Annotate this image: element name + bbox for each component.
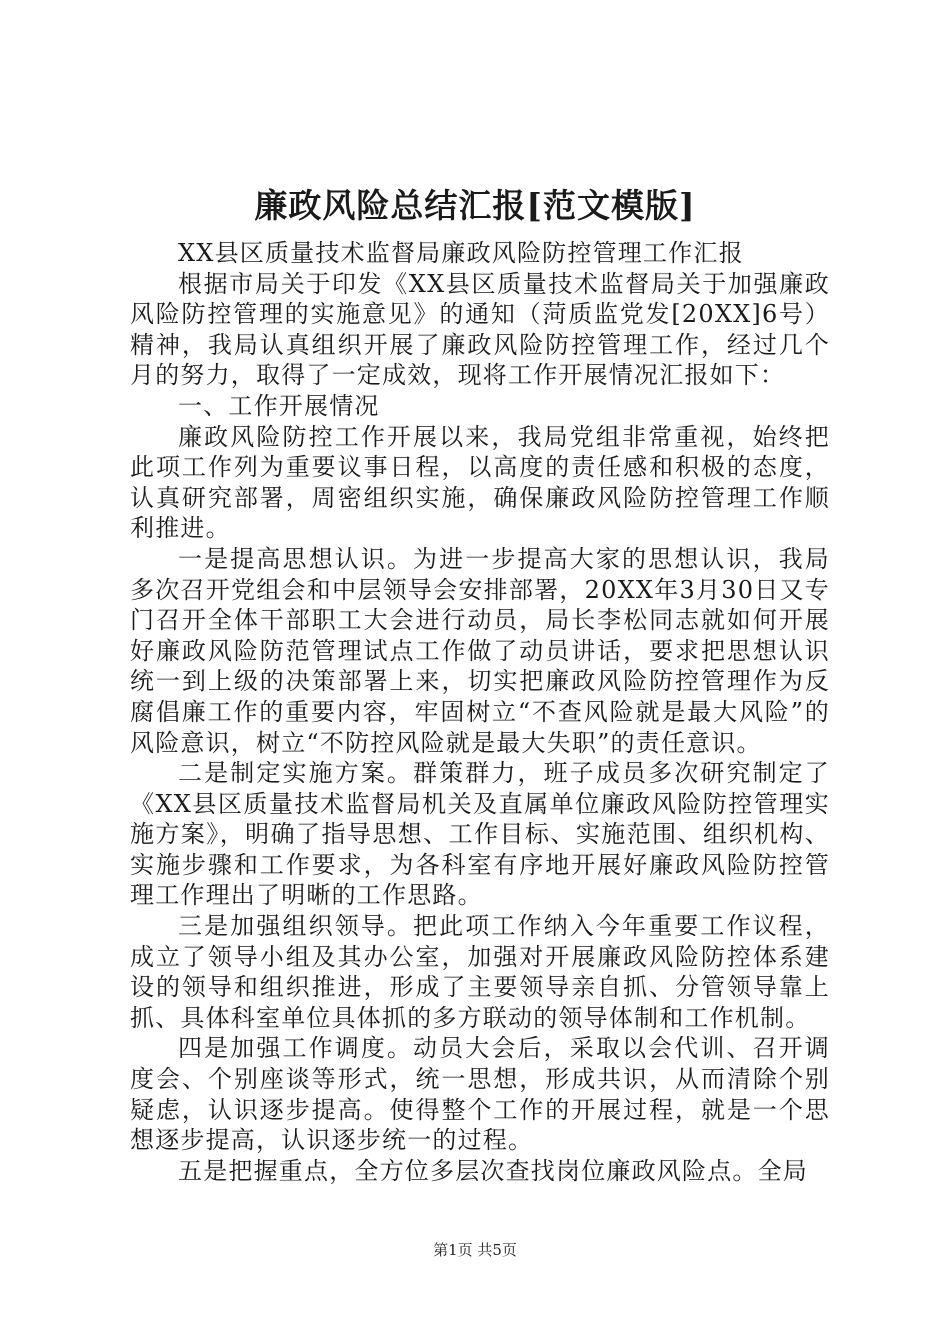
body-paragraph: 五是把握重点，全方位多层次查找岗位廉政风险点。全局 bbox=[178, 1156, 808, 1185]
page-number-footer: 第1页 共5页 bbox=[433, 1241, 517, 1259]
section-heading: 一、工作开展情况 bbox=[178, 391, 380, 420]
body-paragraph: 四是加强工作调度。动员大会后，采取以会代训、召开调度会、个别座谈等形式，统一思想，形成共识，从而清除个别疑虑，认识逐步提高。使得整个工作的开展过程，就是一个思想逐步提高，认识逐步统一的过程。 bbox=[130, 1034, 830, 1155]
body-paragraph: 一是提高思想认识。为进一步提高大家的思想认识，我局多次召开党组会和中层领导会安排部署，20XX年3月30日又专门召开全体干部职工大会进行动员，局长李松同志就如何开展好廉政风险防范管理试点工作做了动员讲话，要求把思想认识统一到上级的决策部署上来，切实把廉政风险防控管理作为反腐倡廉工作的重要内容，牢固树立“不查风险就是最大风险”的风险意识，树立“不防控风险就是最大失职”的责任意识。 bbox=[130, 544, 830, 757]
body-paragraph: 二是制定实施方案。群策群力，班子成员多次研究制定了《XX县区质量技术监督局机关及直属单位廉政风险防控管理实施方案》，明确了指导思想、工作目标、实施范围、组织机构、实施步骤和工作要求，为各科室有序地开展好廉政风险防控管理工作理出了明晰的工作思路。 bbox=[130, 759, 830, 910]
document-title: 廉政风险总结汇报[范文模版] bbox=[254, 186, 696, 225]
document-body bbox=[130, 238, 830, 1186]
body-paragraph: 三是加强组织领导。把此项工作纳入今年重要工作议程，成立了领导小组及其办公室，加强对开展廉政风险防控体系建设的领导和组织推进，形成了主要领导亲自抓、分管领导靠上抓、具体科室单位具体抓的多方联动的领导体制和工作机制。 bbox=[130, 912, 830, 1032]
body-paragraph: 廉政风险防控工作开展以来，我局党组非常重视，始终把此项工作列为重要议事日程，以高度的责任感和积极的态度，认真研究部署，周密组织实施，确保廉政风险防控管理工作顺利推进。 bbox=[130, 422, 830, 543]
intro-paragraph: 根据市局关于印发《XX县区质量技术监督局关于加强廉政风险防控管理的实施意见》的通知（菏质监党发[20XX]6号）精神，我局认真组织开展了廉政风险防控管理工作，经过几个月的努力，取得了一定成效，现将工作开展情况汇报如下： bbox=[130, 269, 830, 390]
subtitle-paragraph: XX县区质量技术监督局廉政风险防控管理工作汇报 bbox=[178, 239, 744, 267]
